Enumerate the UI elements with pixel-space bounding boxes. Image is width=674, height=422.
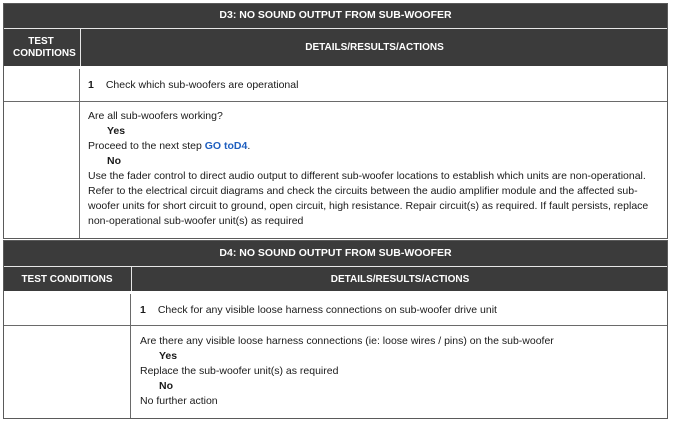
d3-table bbox=[3, 3, 668, 239]
d3-no-action: Use the fader control to direct audio output to different sub-woofer locations to establish which units are non-operational. Refer to the electrical circuit diagrams and check the circuits between the audio amplifier module and the affected sub-woofer units for short circuit to ground, open circuit, high resistance. Repair circuit(s) as required. If fault persists, replace non-operational sub-woofer unit(s) as required bbox=[88, 170, 649, 227]
d4-no-label: No bbox=[159, 380, 173, 392]
d3-details bbox=[88, 109, 660, 229]
d4-details bbox=[140, 334, 660, 409]
d3-step-row bbox=[88, 69, 660, 101]
d3-step-text: Check which sub-woofers are operational bbox=[105, 79, 299, 91]
d4-title: D4: NO SOUND OUTPUT FROM SUB-WOOFER bbox=[3, 240, 668, 267]
d3-col-details: DETAILS/RESULTS/ACTIONS bbox=[305, 42, 444, 53]
d4-step-number: 1 bbox=[140, 303, 146, 316]
d3-row-divider bbox=[3, 101, 668, 102]
d4-col-test-conditions: TEST CONDITIONS bbox=[21, 273, 113, 285]
d4-col-details: DETAILS/RESULTS/ACTIONS bbox=[330, 273, 470, 285]
d4-step-row bbox=[140, 294, 660, 325]
d4-row-divider bbox=[3, 325, 668, 326]
d4-no-action: No further action bbox=[140, 395, 218, 407]
d3-no-label: No bbox=[107, 155, 121, 167]
d3-question: Are all sub-woofers working? bbox=[88, 110, 223, 122]
d4-body-divider bbox=[130, 294, 131, 419]
d4-table bbox=[3, 240, 668, 419]
go-to-d4-link[interactable]: GO toD4 bbox=[204, 140, 248, 152]
d3-yes-label: Yes bbox=[107, 125, 126, 137]
d3-title: D3: NO SOUND OUTPUT FROM SUB-WOOFER bbox=[3, 3, 668, 29]
d3-col-test-conditions: TEST CONDITIONS bbox=[13, 35, 76, 59]
d3-body-divider bbox=[79, 69, 80, 239]
d3-yes-action: Proceed to the next step GO toD4. bbox=[88, 140, 251, 152]
d4-yes-label: Yes bbox=[159, 350, 178, 362]
d4-yes-action: Replace the sub-woofer unit(s) as required bbox=[140, 365, 339, 377]
d4-step-text: Check for any visible loose harness connections on sub-woofer drive unit bbox=[157, 303, 497, 316]
d4-question: Are there any visible loose harness connections (ie: loose wires / pins) on the sub-woofer bbox=[140, 335, 554, 347]
d3-step-number: 1 bbox=[88, 79, 94, 91]
